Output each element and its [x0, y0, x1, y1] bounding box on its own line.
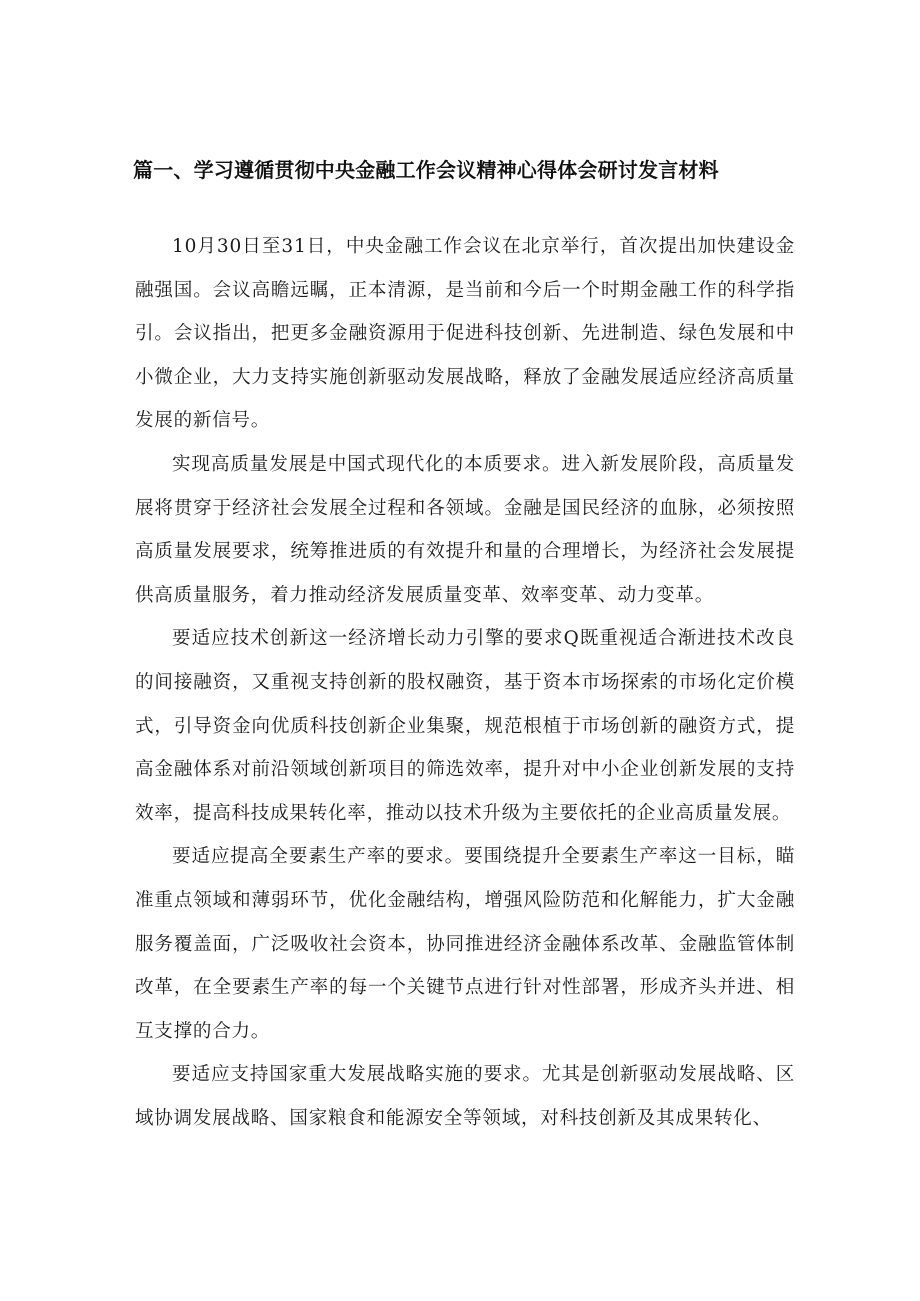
document-title: 篇一、学习遵循贯彻中央金融工作会议精神心得体会研讨发言材料 — [133, 158, 719, 182]
paragraph-3: 要适应技术创新这一经济增长动力引擎的要求Q既重视适合渐进技术改良的间接融资，又重视支持创新的股权融资，基于资本市场探索的市场化定价模式，引导资金向优质科技创新企业集聚，规范根植于市场创新的融资方式，提高金融体系对前沿领域创新项目的筛选效率，提升对中小企业创新发展的支持效率，提高科技成果转化率，推动以技术升级为主要依托的企业高质量发展。 — [135, 628, 795, 824]
paragraph-2: 实现高质量发展是中国式现代化的本质要求。进入新发展阶段，高质量发展将贯穿于经济社会发展全过程和各领域。金融是国民经济的血脉，必须按照高质量发展要求，统筹推进质的有效提升和量的合理增长，为经济社会发展提供高质量服务，着力推动经济发展质量变革、效率变革、动力变革。 — [135, 453, 795, 606]
paragraph-4: 要适应提高全要素生产率的要求。要围绕提升全要素生产率这一目标，瞄准重点领域和薄弱环节，优化金融结构，增强风险防范和化解能力，扩大金融服务覆盖面，广泛吸收社会资本，协同推进经济金融体系改革、金融监管体制改革，在全要素生产率的每一个关键节点进行针对性部署，形成齐头并进、相互支撑的合力。 — [135, 846, 795, 1042]
paragraph-5: 要适应支持国家重大发展战略实施的要求。尤其是创新驱动发展战略、区域协调发展战略、国家粮食和能源安全等领域，对科技创新及其成果转化、 — [135, 1064, 795, 1129]
document-body — [135, 225, 795, 1140]
paragraph-1: 10月30日至31日，中央金融工作会议在北京举行，首次提出加快建设金融强国。会议高瞻远瞩，正本清源，是当前和今后一个时期金融工作的科学指引。会议指出，把更多金融资源用于促进科技创新、先进制造、绿色发展和中小微企业，大力支持实施创新驱动发展战略，释放了金融发展适应经济高质量发展的新信号。 — [135, 236, 795, 432]
